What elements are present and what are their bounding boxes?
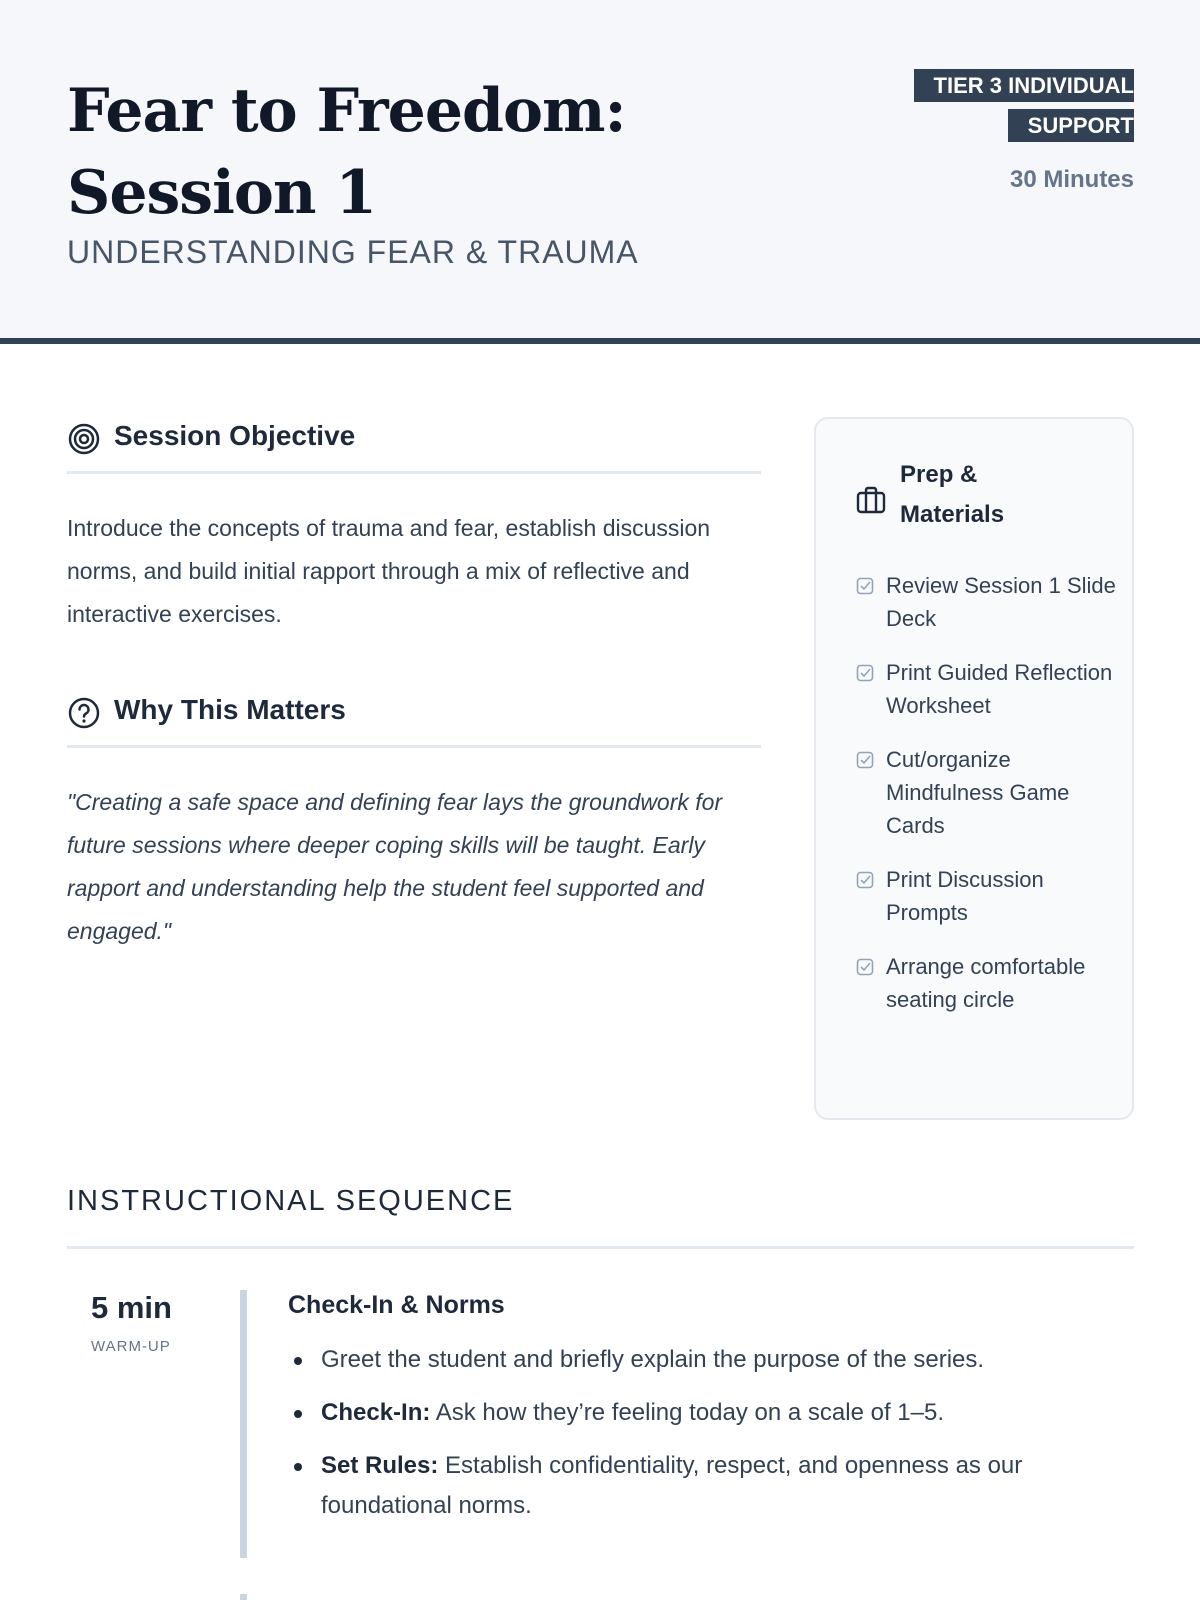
checkbox-icon — [856, 871, 874, 889]
objective-text: Introduce the concepts of trauma and fear, establish discussion norms, and build initial rapport through a mix of reflective and interactive exercises. — [67, 515, 711, 627]
briefcase-icon — [856, 485, 886, 515]
step-bullet-text: Ask how they’re feeling today on a scale of 1–5. — [430, 1399, 945, 1426]
question-circle-icon — [67, 696, 101, 730]
prep-panel — [814, 417, 1134, 1120]
step-title: Check-In & Norms — [288, 1291, 505, 1319]
sequence-heading — [67, 1185, 1134, 1249]
checkbox-icon — [856, 958, 874, 976]
step-bullets — [288, 1340, 1118, 1526]
step-bullet-text: Greet the student and briefly explain the purpose of the series. — [321, 1346, 985, 1373]
sequence-title: INSTRUCTIONAL SEQUENCE — [67, 1185, 515, 1217]
timeline-bar-next — [240, 1594, 247, 1600]
prep-list — [856, 569, 1116, 1037]
objective-heading — [67, 414, 761, 474]
prep-item-label: Cut/organize Mindfulness Game Cards — [886, 747, 1070, 838]
target-icon — [67, 422, 101, 456]
prep-title: Prep & Materials — [900, 461, 1005, 528]
step-bullet-text: Establish confidentiality, respect, and openness as our foundational norms. — [321, 1452, 1023, 1519]
checkbox-icon — [856, 664, 874, 682]
prep-item-label: Print Guided Reflection Worksheet — [886, 660, 1113, 718]
prep-item-label: Arrange comfortable seating circle — [886, 954, 1086, 1012]
prep-item-label: Print Discussion Prompts — [886, 867, 1044, 925]
checkbox-icon — [856, 751, 874, 769]
session-duration: 30 Minutes — [1009, 166, 1134, 193]
tier-badge-label: TIER 3 INDIVIDUAL SUPPORT — [914, 69, 1134, 142]
step-bullet — [288, 1393, 1118, 1433]
step-bullet — [288, 1340, 1118, 1380]
step-phase: WARM-UP — [91, 1338, 171, 1355]
checkbox-icon — [856, 577, 874, 595]
prep-item — [856, 950, 1116, 1016]
tier-badge — [898, 66, 1134, 146]
prep-item — [856, 569, 1116, 635]
step-bullet-lead: Set Rules: — [321, 1452, 439, 1479]
step-time: 5 min — [91, 1290, 172, 1325]
timeline-bar — [240, 1290, 247, 1558]
prep-item-label: Review Session 1 Slide Deck — [886, 573, 1116, 631]
why-title: Why This Matters — [114, 694, 346, 725]
prep-item — [856, 656, 1116, 722]
page-header — [0, 0, 1200, 344]
step-body — [288, 1290, 1118, 1539]
step-bullet — [288, 1446, 1118, 1526]
sequence-step — [67, 1290, 1134, 1558]
why-quote: "Creating a safe space and defining fear lays the groundwork for future sessions where deeper coping skills will be taught. Early rapport and understanding help the student feel supported and engaged." — [67, 789, 723, 944]
page-subtitle: UNDERSTANDING FEAR & TRAUMA — [67, 234, 639, 270]
page-title: Fear to Freedom: Session 1 — [67, 76, 626, 228]
objective-title: Session Objective — [114, 420, 356, 451]
step-bullet-lead: Check-In: — [321, 1399, 431, 1426]
why-heading — [67, 688, 761, 748]
prep-item — [856, 863, 1116, 929]
prep-item — [856, 743, 1116, 842]
